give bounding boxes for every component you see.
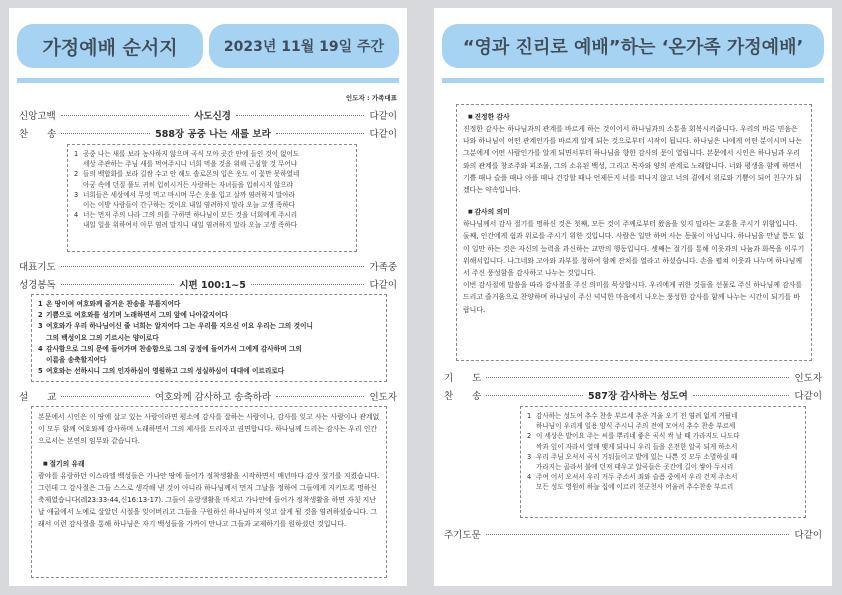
gratitude-heading: ■ 진정한 감사 [468, 111, 805, 121]
lyric-line: 3 우리 주님 오셔서 곡식 거둬들이고 밭에 있는 나쁜 것 모두 소멸하실 때 [527, 452, 738, 461]
dot-leader [486, 534, 790, 535]
closing-prayer-label: 기 도 [444, 373, 482, 384]
meaning-heading: ■ 감사의 의미 [468, 206, 805, 216]
creed-title: 사도신경 [194, 111, 231, 122]
closing-hymn-title: 587장 감사하는 성도여 [587, 391, 688, 402]
closing-hymn-who: 다같이 [794, 391, 823, 402]
lyric-line: 세상 주관하는 주님 새를 먹여주시니 너희 먹을 것을 위해 근심할 것 무어냐 [83, 160, 298, 169]
prayer-who: 가족중 [369, 262, 397, 273]
hymn-title: 588장 공중 나는 새를 보라 [155, 129, 271, 140]
lyric-line: 싹과 잎이 자라서 열매 맺게 되나니 우리 들을 온전한 알곡 되게 하소서 [536, 442, 738, 451]
header-bar [17, 78, 399, 83]
header-bar [442, 78, 824, 83]
dot-leader [61, 115, 190, 116]
lords-prayer-who: 다같이 [794, 530, 822, 541]
lyric-line: 아궁 속에 던질 풀도 귀히 입히시거든 사랑하는 자녀들을 입히시지 않으랴 [83, 180, 293, 189]
lyric-line: 1 공중 나는 새를 보라 농사하지 않으며 곡식 모아 곳간 안에 들인 것이 없어도 [74, 150, 300, 158]
closing-hymn-label: 찬 송 [444, 391, 482, 402]
lyric-line: 1 감사하는 성도여 추수 찬송 부르세 추운 겨울 오기 전 염려 없게 거뒀네 [527, 412, 738, 420]
reading-passage: 시편 100:1~5 [179, 280, 246, 291]
dot-leader [61, 266, 365, 267]
lyric-line: 하나님이 우리게 일용 양식 주시니 주의 전에 모여서 추수 찬송 부르세 [536, 422, 736, 431]
dot-leader [486, 395, 583, 396]
meaning-text: 하나님께서 감사 절기를 명하신 것은 첫째, 모든 것이 주께로부터 왔음을 잊지 말라는 교훈을 주시기 위함입니다. 둘째, 인간에게 쉼과 위로를 주시기 위한 것입니다. 사람은 일만 하며 사는 동물이 아닙니다. 하나님을 만날 틈도 없이 일만 하는 것은 자신의 능력을 과신하는 교만의 행동입니다. 셋째는 절기를 통해 이웃과의 나눔과 화목을 이루기 위해서입니다. 나그네와 고아와 과부를 청하여 함께 잔치를 열라고 하셨습니다. 손을 펼쳐 이웃과 나누며 하나님께서 주신 풍성함을 감사하고 나누는 것입니다. [463, 220, 805, 278]
verse-line: 이름을 송축할지어다 [46, 356, 107, 365]
lyric-line: 가라지는 골라서 불에 던져 태우고 알곡들은 곳간에 길이 쌓아 두시리 [536, 463, 734, 472]
sermon-label: 설 교 [19, 392, 57, 403]
dot-leader [236, 115, 365, 116]
dot-leader [276, 133, 365, 134]
dot-leader [251, 284, 365, 285]
scripture-box [31, 294, 387, 382]
closing-hymn-lyrics-box [520, 406, 806, 518]
hymn-label: 찬 송 [19, 129, 57, 140]
lords-prayer-label: 주기도문 [444, 530, 481, 541]
dot-leader [693, 395, 790, 396]
right-page [434, 8, 832, 586]
hymn-lyrics-box [67, 144, 357, 252]
left-page [9, 8, 407, 586]
leader-note: 인도자 : 가족대표 [345, 94, 397, 102]
verse-line: 3 여호와가 우리 하나님이신 줄 너희는 알지어다 그는 우리를 지으신 이요 우리는 그의 것이니 [38, 322, 313, 331]
closing-hymn-row [444, 388, 822, 402]
verse-line: 5 여호와는 선하시니 그의 인자하심이 영원하고 그의 성실하심이 대대에 이르리로다 [38, 367, 285, 376]
dot-leader [61, 133, 150, 134]
lyric-line: 4 주여 어서 오셔서 우리 거두 주소서 죄와 슬픔 중에서 우리 건져 주소서 [527, 473, 738, 482]
dot-leader [486, 377, 789, 378]
lyric-line: 3 너희들은 세상에서 무엇 먹고 마시며 무슨 옷을 입고 살까 염려하지 말아라 [74, 190, 296, 199]
lyric-line: 4 너는 먼저 주의 나라 그의 의를 구하면 하나님이 모든 것을 너희에게 주시리 [74, 211, 298, 220]
prayer-row [19, 259, 397, 273]
lyric-line: 이는 이방 사람들이 간구하는 것이요 내일 염려하지 말라 오늘 고생 족하다 [83, 201, 296, 210]
creed-who: 다같이 [369, 111, 397, 122]
sermon-box [31, 406, 387, 578]
dot-leader [61, 396, 149, 397]
gratitude-text: 진정한 감사는 하나님과의 관계를 바르게 하는 것이어서 하나님과의 소통을 회복시켜줍니다. 우리의 바른 믿음은 나와 하나님이 어떤 관계인가를 바르게 알게 되는 것으로부터 시작이 됩니다. 하나님은 나에게 어떤 분이시며 나는 그분에게 어떤 사람인가를 알게 되면서부터 하나님을 향한 감사의 문이 열립니다. 본문에서 시인은 하나님과 우리와의 관계를 창조주와 피조물, 그의 소유된 백성, 그리고 목자와 양의 관계로 노래합니다. 너와 평생을 함께 하면서 기쁠 때나 슬플 때나 아플 때나 건강할 때나 언제든지 너를 떠나지 않고 너의 곁에서 위로와 기쁨이 되어 친구가 되겠다는 약속입니다. [463, 125, 803, 195]
verse-line: 4 감사함으로 그의 문에 들어가며 찬송함으로 그의 궁정에 들어가서 그에게 감사하며 그의 [38, 344, 302, 353]
sermon-intro: 본문에서 시인은 이 땅에 살고 있는 사람이라면 평소에 감사를 잘하는 사람이나, 감사를 잊고 사는 사람이나 관계없이 모두 함께 여호와께 감사하며 노래하면서 그의 제사를 드리자고 권면합니다. 하나님께 드리는 감사는 우리 인간으로서는 본연의 임무와 같습니다. [38, 413, 380, 446]
dot-leader [61, 284, 175, 285]
dot-leader [276, 396, 364, 397]
sermon-continued-box [456, 104, 812, 361]
closing-prayer-row [444, 370, 822, 384]
hymn-who: 다같이 [369, 129, 398, 140]
worship-title: “영과 진리로 예배”하는 ‘온가족 가정예배’ [442, 24, 824, 68]
creed-row [19, 108, 397, 122]
lyric-line: 2 들의 백합화를 보라 길쌈 수고 안 해도 솔로몬의 입은 옷도 이 꽃만 못하였네 [74, 170, 300, 179]
verse-line: 그의 백성이요 그의 기르시는 양이로다 [46, 333, 159, 342]
verse-line: 2 기쁨으로 여호와를 섬기며 노래하면서 그의 앞에 나아갈지어다 [38, 311, 228, 320]
reading-label: 성경봉독 [19, 280, 56, 291]
origin-heading: ■ 절기의 유래 [43, 458, 380, 468]
sermon-title: 여호와께 감사하고 송축하라 [154, 392, 271, 403]
verse-line: 1 온 땅이여 여호와께 즐거운 찬송을 부를지어다 [38, 300, 181, 308]
reading-row [19, 277, 397, 291]
origin-text: 광야를 유랑하던 이스라엘 백성들은 가나안 땅에 들어가 정착생활을 시작하면서 매년마다 감사 절기를 지켰습니다. 그런데 그 감사절은 그들 스스로 생각해 낸 것이 아니라 하나님께서 먼저 그날을 정하여 그들에게 지키도록 명하신 축제였습니다(레23:33-44,신16:13-17). 그들이 유랑생활을 마치고 가나안에 들어가 정착생활을 하면 자칫 지난날 애굽에서 노예로 살았던 시절을 잊어버리고 그들을 구원하신 하나님마저 잊고 살게 될 것을 염려하셨습니다. 그래서 이런 감사절을 통해 하나님은 자기 백성들을 가까이 만나고 그들과 교제하기를 원하셨던 것입니다. [38, 471, 380, 529]
hymn-row [19, 126, 397, 140]
lyric-line: 2 이 세상은 밭이요 주는 씨를 뿌리네 좋은 곡식 싹 날 때 가라지도 나도다 [527, 432, 740, 441]
closing-prayer-who: 인도자 [794, 373, 822, 384]
lyric-line: 모든 성도 영원히 하늘 집에 이르러 천군천사 어울려 추수찬송 부르리 [536, 483, 734, 492]
reading-who: 다같이 [369, 280, 398, 291]
order-title: 가정예배 순서지 [17, 24, 203, 68]
creed-label: 신앙고백 [19, 111, 56, 122]
lyric-line: 내일 일을 위하여서 아무 염려 말지니 내일 염려하지 말라 오늘 고생 족하다 [83, 221, 298, 230]
lords-prayer-row [444, 527, 822, 541]
sermon-who: 인도자 [369, 392, 397, 403]
sermon-row [19, 389, 397, 403]
week-date: 2023년 11월 19일 주간 [209, 24, 399, 68]
meaning-text-2: 이번 감사절에 말씀을 따라 감사절을 주신 의미를 묵상합시다. 우리에게 귀한 것들을 선물로 주신 하나님께 감사를 드리고 즐거움으로 찬양하며 하나님이 주신 넉넉한 마음에서 나오는 풍성한 감사를 함께 나누는 시간이 되기를 바랍니다. [463, 281, 803, 314]
prayer-label: 대표기도 [19, 262, 56, 273]
